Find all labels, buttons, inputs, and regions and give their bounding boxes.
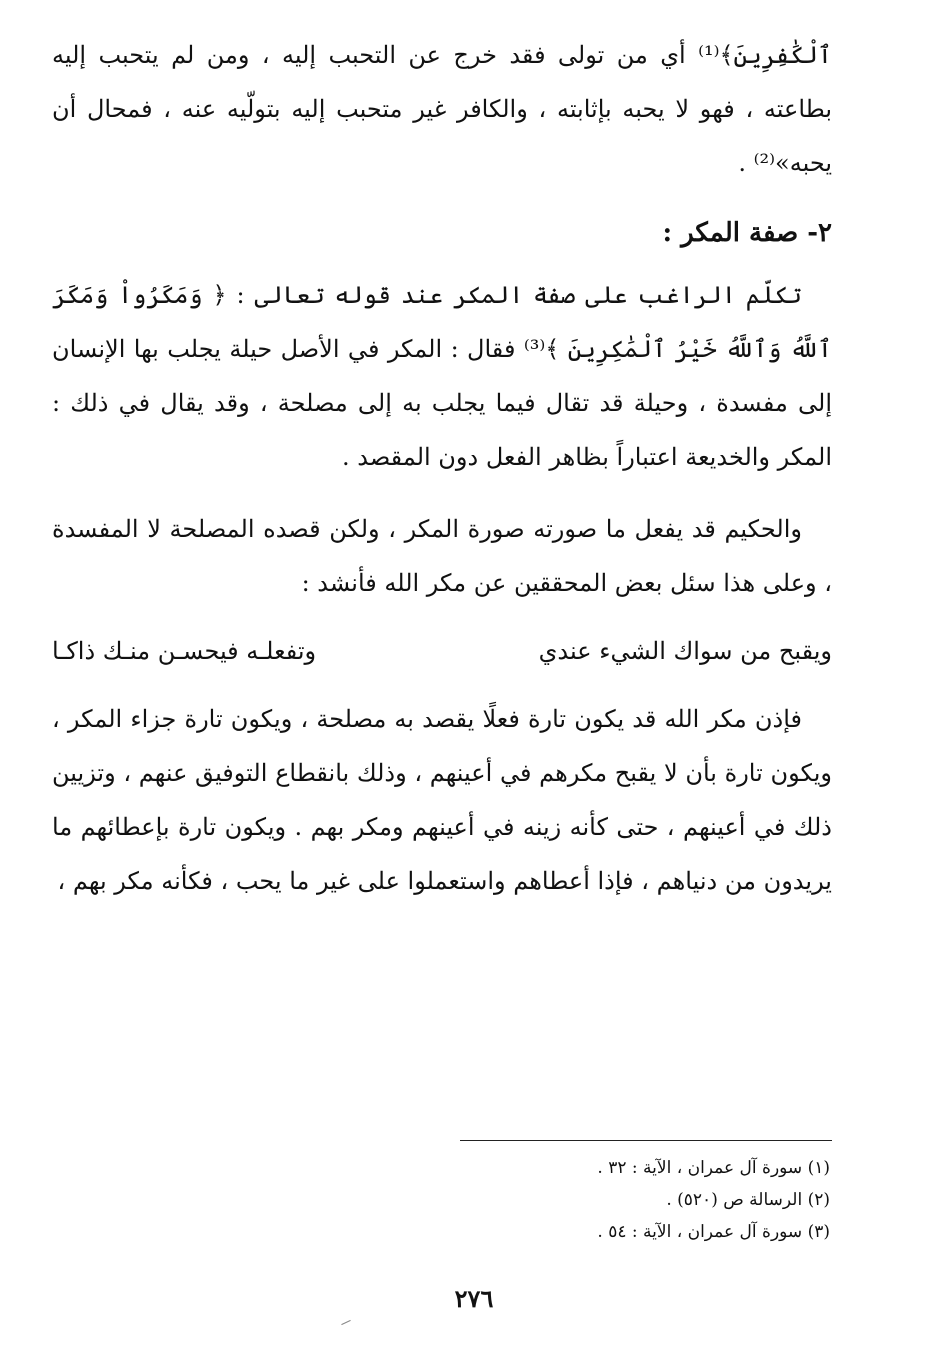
footnotes xyxy=(400,1152,830,1248)
verse-second-hemistich: وتفعلـه فيحسـن منـك ذاكـا xyxy=(52,637,317,665)
page-body xyxy=(52,28,832,908)
paragraph-3: والحكيم قد يفعل ما صورته صورة المكر ، ولكن قصده المصلحة لا المفسدة ، وعلى هذا سئل بعض المحققين عن مكر الله فأنشد : xyxy=(52,515,832,597)
scan-mark xyxy=(341,1320,350,1325)
paragraph-1: ٱلْكَٰفِرِينَ﴾⁽¹⁾ أي من تولى فقد خرج عن التحبب إليه ، ومن لم يتحبب إليه بطاعته ، فهو لا يحبه بإثابته ، والكافر غير متحبب إليه بتولّيه عنه ، فمحال أن يحبه»⁽²⁾ . xyxy=(52,41,832,177)
footnote-separator xyxy=(460,1140,832,1141)
footnote-2: (٢) الرسالة ص (٥٢٠) . xyxy=(666,1190,830,1210)
poem-verse xyxy=(52,624,832,678)
verse-first-hemistich: ويقبح من سواك الشيء عندي xyxy=(538,637,832,665)
paragraph-2: تكلّم الراغب على صفة المكر عند قوله تعالى : ﴿ وَمَكَرُواْ وَمَكَرَ ٱللَّهُ وَٱللَّهُ خَيْرُ ٱلْمَٰكِرِينَ ﴾⁽³⁾ فقال : المكر في الأصل حيلة يجلب بها الإنسان إلى مفسدة ، وحيلة قد تقال فيما يجلب به إلى مصلحة ، وقد يقال في ذلك : المكر والخديعة اعتباراً بظاهر الفعل دون المقصد . xyxy=(52,281,832,471)
paragraph-4: فإذن مكر الله قد يكون تارة فعلًا يقصد به مصلحة ، ويكون تارة جزاء المكر ، ويكون تارة بأن لا يقبح مكرهم في أعينهم ، وذلك بانقطاع التوفيق عنهم ، وتزيين ذلك في أعينهم ، حتى كأنه زينه في أعينهم ومكر بهم . ويكون تارة بإعطائهم ما يريدون من دنياهم ، فإذا أعطاهم واستعملوا على غير ما يحب ، فكأنه مكر بهم ، xyxy=(52,705,832,895)
footnote-1: (١) سورة آل عمران ، الآية : ٣٢ . xyxy=(597,1158,830,1178)
section-heading: ٢- صفة المكر : xyxy=(662,218,832,248)
footnote-3: (٣) سورة آل عمران ، الآية : ٥٤ . xyxy=(597,1222,830,1242)
page-number: ٢٧٦ xyxy=(454,1284,494,1313)
